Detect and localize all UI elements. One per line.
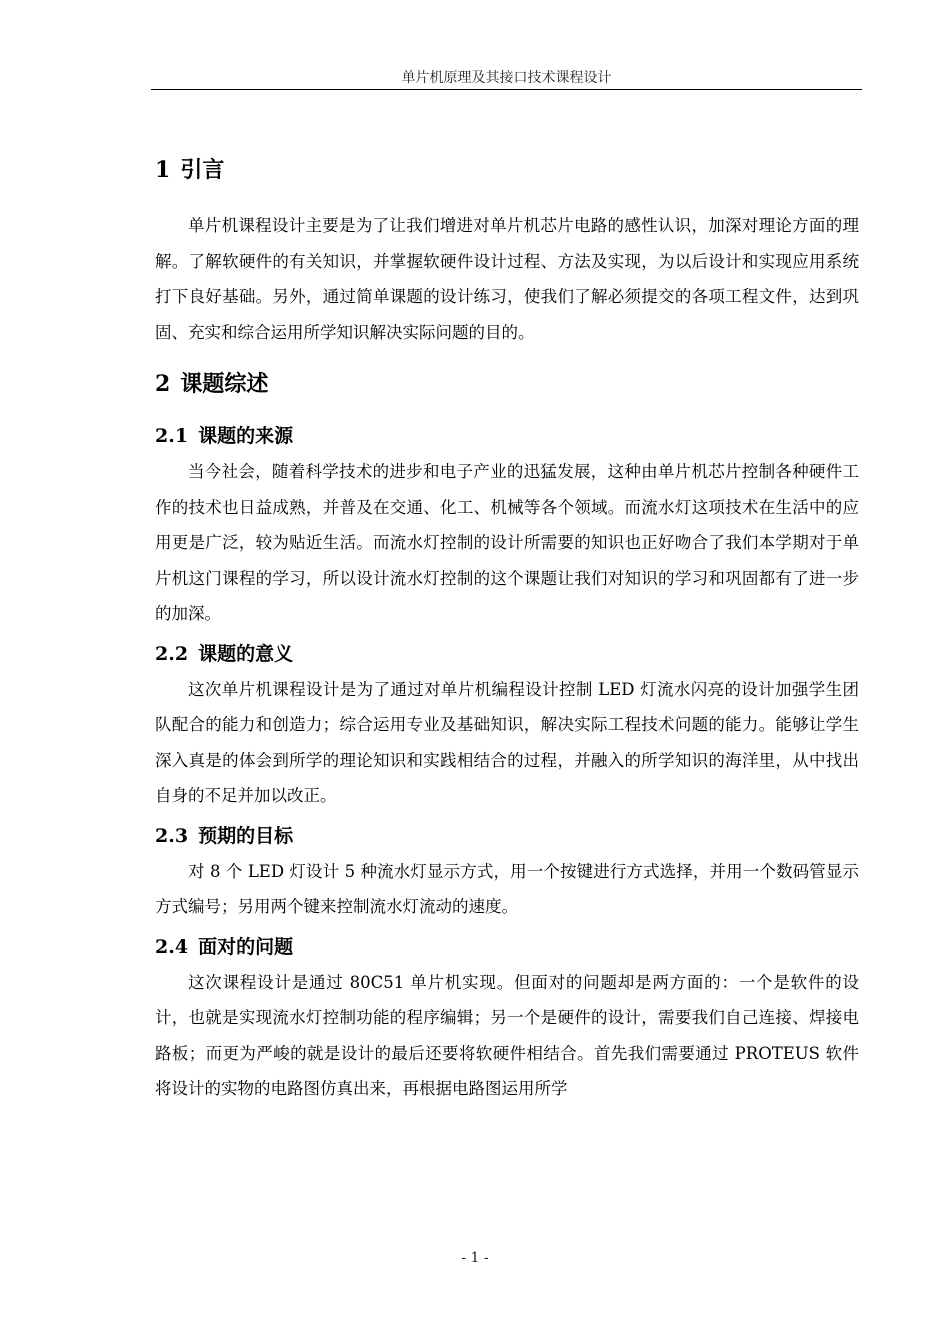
paragraph-source: 当今社会，随着科学技术的进步和电子产业的迅猛发展，这种由单片机芯片控制各种硬件工作的技术也日益成熟，并普及在交通、化工、机械等各个领域。而流水灯这项技术在生活中的应用更是广泛，较为贴近生活。而流水灯控制的设计所需要的知识也正好吻合了我们本学期对于单片机这门课程的学习，所以设计流水灯控制的这个课题让我们对知识的学习和巩固都有了进一步的加深。 (155, 462, 859, 623)
subsection-title: 预期的目标 (198, 824, 294, 847)
page-body (155, 150, 859, 1107)
subsection-title: 课题的来源 (198, 425, 294, 447)
heading-significance (155, 636, 859, 672)
header-rule (151, 89, 862, 90)
subsection-title: 面对的问题 (198, 935, 294, 958)
paragraph-significance: 这次单片机课程设计是为了通过对单片机编程设计控制 LED 灯流水闪亮的设计加强学生团队配合的能力和创造力；综合运用专业及基础知识，解决实际工程技术问题的能力。能够让学生深入真是的体会到所学的理论知识和实践相结合的过程，并融入的所学知识的海洋里，从中找出自身的不足并加以改正。 (155, 679, 859, 805)
section-title: 引言 (180, 157, 225, 183)
heading-goals (155, 818, 859, 854)
subsection-title: 课题的意义 (198, 642, 294, 665)
paragraph-problems: 这次课程设计是通过 80C51 单片机实现。但面对的问题却是两方面的：一个是软件的设计，也就是实现流水灯控制功能的程序编辑；另一个是硬件的设计，需要我们自己连接、焊接电路板；而更为严峻的就是设计的最后还要将软硬件相结合。首先我们需要通过 PROTEUS 软件将设计的实物的电路图仿真出来，再根据电路图运用所学 (155, 972, 859, 1098)
subsection-number: 2.1 (155, 425, 189, 447)
paragraph-introduction: 单片机课程设计主要是为了让我们增进对单片机芯片电路的感性认识，加深对理论方面的理解。了解软硬件的有关知识，并掌握软硬件设计过程、方法及实现，为以后设计和实现应用系统打下良好基础。另外，通过简单课题的设计练习，使我们了解必须提交的各项工程文件，达到巩固、充实和综合运用所学知识解决实际问题的目的。 (155, 216, 859, 342)
heading-introduction (155, 150, 859, 190)
subsection-number: 2.3 (155, 824, 189, 847)
section-number: 1 (155, 157, 171, 183)
running-header: 单片机原理及其接口技术课程设计 (401, 70, 612, 86)
paragraph-goals: 对 8 个 LED 灯设计 5 种流水灯显示方式，用一个按键进行方式选择，并用一个数码管显示方式编号；另用两个键来控制流水灯流动的速度。 (155, 861, 859, 916)
section-title: 课题综述 (180, 371, 269, 397)
heading-source (155, 418, 859, 454)
page-number: - 1 - (461, 1250, 489, 1266)
section-number: 2 (155, 371, 171, 397)
heading-overview (155, 364, 859, 404)
heading-problems (155, 929, 859, 965)
subsection-number: 2.4 (155, 935, 189, 958)
subsection-number: 2.2 (155, 642, 189, 665)
